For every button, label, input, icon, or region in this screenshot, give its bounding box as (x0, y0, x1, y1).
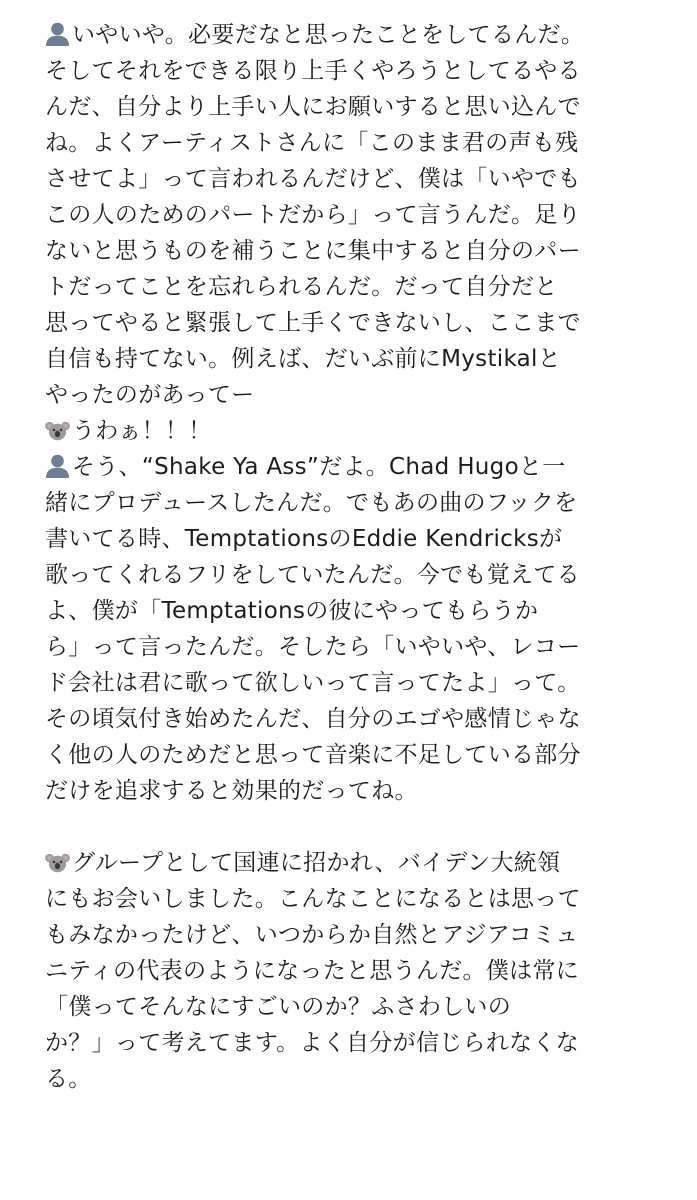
koala-icon (45, 417, 70, 443)
transcript-line: か？」って考えてます。よく自分が信じられなくな (45, 1030, 580, 1056)
person-silhouette-icon (45, 21, 70, 47)
koala-icon (45, 849, 70, 875)
transcript-line: 「僕ってそんなにすごいのか？ふさわしいの (45, 994, 511, 1020)
transcript-line: トだってことを忘れられるんだ。だって自分だと (45, 274, 558, 300)
transcript-line: そしてそれをできる限り上手くやろうとしてるやる (45, 58, 581, 84)
transcript-line: やったのがあってー (45, 382, 255, 408)
transcript-line: ニティの代表のようになったと思うんだ。僕は常に (45, 958, 580, 984)
transcript-line: よ、僕が「Temptationsの彼にやってもらうか (45, 598, 539, 624)
transcript-text: グループとして国連に招かれ、バイデン大統領 (72, 850, 561, 876)
transcript-line: もみなかったけど、いつからか自然とアジアコミュ (45, 922, 579, 948)
transcript-text: うわぁ！！！ (72, 418, 212, 444)
transcript-line: 歌ってくれるフリをしていたんだ。今でも覚えてる (45, 562, 580, 588)
transcript-line: その頃気付き始めたんだ、自分のエゴや感情じゃな (45, 706, 581, 732)
transcript-line: る。 (45, 1066, 92, 1092)
transcript-line: ないと思うものを補うことに集中すると自分のパー (45, 238, 581, 264)
transcript-line: 思ってやると緊張して上手くできないし、ここまで (45, 310, 581, 336)
transcript-line: させてよ」って言われるんだけど、僕は「いやでも (45, 166, 581, 192)
transcript-line (45, 449, 645, 485)
transcript-line: 自信も持てない。例えば、だいぶ前にMystikalと (45, 346, 562, 372)
transcript-text: いやいや。必要だなと思ったことをしてるんだ。 (72, 22, 585, 48)
paragraph-spacer (45, 809, 645, 845)
person-silhouette-icon (45, 453, 70, 479)
transcript-line (45, 17, 645, 53)
transcript-line: 書いてる時、TemptationsのEddie Kendricksが (45, 526, 563, 552)
transcript-line (45, 845, 645, 881)
transcript-line: 緒にプロデュースしたんだ。でもあの曲のフックを (45, 490, 578, 516)
transcript-line: ね。よくアーティストさんに「このまま君の声も残 (45, 130, 579, 156)
transcript-line (45, 413, 645, 449)
transcript-line: ら」って言ったんだ。そしたら「いやいや、レコー (45, 634, 581, 660)
transcript-line: んだ、自分より上手い人にお願いすると思い込んで (45, 94, 581, 120)
interview-transcript (45, 17, 645, 1097)
transcript-line: にもお会いしました。こんなことになるとは思って (45, 886, 581, 912)
transcript-text: そう、“Shake Ya Ass”だよ。Chad Hugoと一 (72, 454, 566, 480)
transcript-line: だけを追求すると効果的だってね。 (45, 778, 418, 804)
transcript-line: ド会社は君に歌って欲しいって言ってたよ」って。 (45, 670, 581, 696)
transcript-line: く他の人のためだと思って音楽に不足している部分 (45, 742, 581, 768)
transcript-line: この人のためのパートだから」って言うんだ。足り (45, 202, 581, 228)
